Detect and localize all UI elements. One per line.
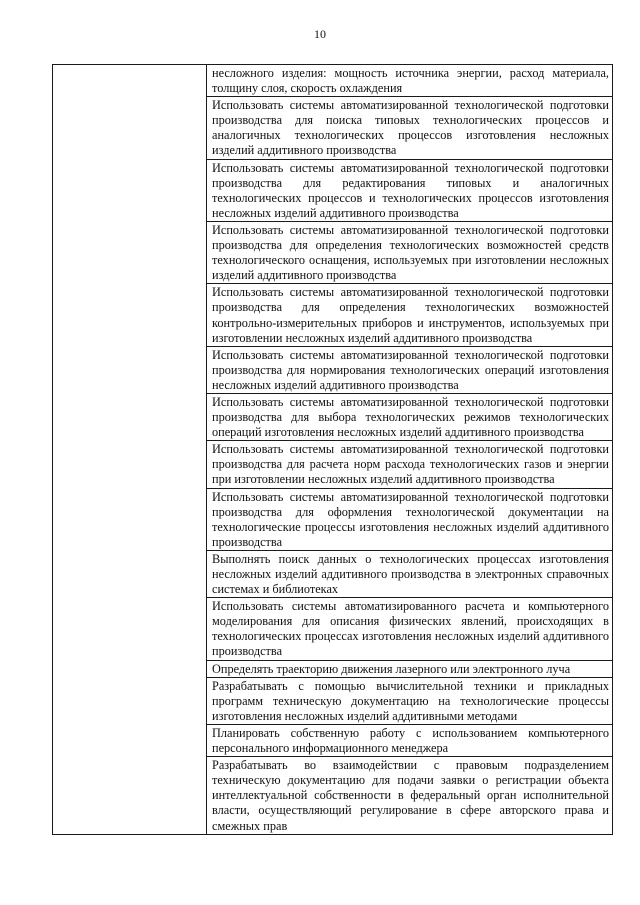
skill-cell (207, 660, 613, 677)
skill-cell (207, 550, 613, 597)
skill-cell (207, 598, 613, 660)
skills-table (52, 64, 613, 835)
skill-text: Использовать системы автоматизированной технологической подготовки производства для редактирования типовых и аналогичных технологических процессов и технологических процессов изготовления несложных изделий аддитивного производства (212, 160, 609, 220)
skill-cell (207, 724, 613, 756)
skill-text: Использовать системы автоматизированного расчета и компьютерного моделирования для описания физических явлений, происходящих в технологических процессах изготовления несложных изделий аддитивного производства (212, 599, 609, 659)
skill-cell (207, 488, 613, 550)
skill-text: несложного изделия: мощность источника энергии, расход материала, толщину слоя, скорость охлаждения (212, 66, 609, 96)
skill-cell (207, 677, 613, 724)
skill-text: Разрабатывать во взаимодействии с правовым подразделением техническую документацию для подачи заявки о регистрации объекта интеллектуальной собственности в федеральный орган исполнительной власти, осуществляющий регулирование в сфере авторского права и смежных прав (212, 758, 609, 833)
skill-cell (207, 393, 613, 440)
skill-text: Использовать системы автоматизированной технологической подготовки производства для выбора технологических режимов технологических операций изготовления несложных изделий аддитивного производства (212, 394, 609, 440)
skill-text: Планировать собственную работу с использованием компьютерного персонального информационного менеджера (212, 725, 609, 756)
page-number: 10 (314, 27, 326, 41)
skill-text: Использовать системы автоматизированной технологической подготовки производства для нормирования технологических операций изготовления несложных изделий аддитивного производства (212, 347, 609, 392)
skill-text: Разрабатывать с помощью вычислительной техники и прикладных программ техническую документацию на технологические процессы изготовления несложных изделий аддитивными методами (212, 678, 609, 723)
skill-text: Использовать системы автоматизированной технологической подготовки производства для определения технологических возможностей средств технологического оснащения, используемых при изготовлении несложных изделий аддитивного производства (212, 222, 609, 283)
skill-text: Выполнять поиск данных о технологических процессах изготовления несложных изделий аддитивного производства в электронных справочных системах и библиотеках (212, 551, 609, 597)
function-label-cell (53, 65, 207, 835)
skill-text: Использовать системы автоматизированной технологической подготовки производства для расчета норм расхода технологических газов и энергии при изготовлении несложных изделий аддитивного производства (212, 442, 609, 487)
table-row (53, 65, 613, 97)
skill-cell (207, 441, 613, 488)
skill-cell (207, 159, 613, 221)
skill-cell (207, 221, 613, 283)
skill-cell (207, 757, 613, 834)
skill-cell (207, 97, 613, 159)
skill-cell (207, 284, 613, 346)
skill-text: Использовать системы автоматизированной технологической подготовки производства для оформления технологической документации на технологические процессы изготовления несложных изделий аддитивного производства (212, 489, 609, 549)
skill-cell (207, 65, 613, 97)
skill-text: Использовать системы автоматизированной технологической подготовки производства для поиска типовых технологических процессов и аналогичных технологических процессов изготовления несложных изделий аддитивного производства (212, 98, 609, 158)
skill-text: Определять траекторию движения лазерного или электронного луча (212, 661, 571, 676)
skill-text: Использовать системы автоматизированной технологической подготовки производства для определения технологических возможностей контрольно-измерительных приборов и инструментов, используемых при изготовлении несложных изделий аддитивного производства (212, 285, 609, 345)
skill-cell (207, 346, 613, 393)
